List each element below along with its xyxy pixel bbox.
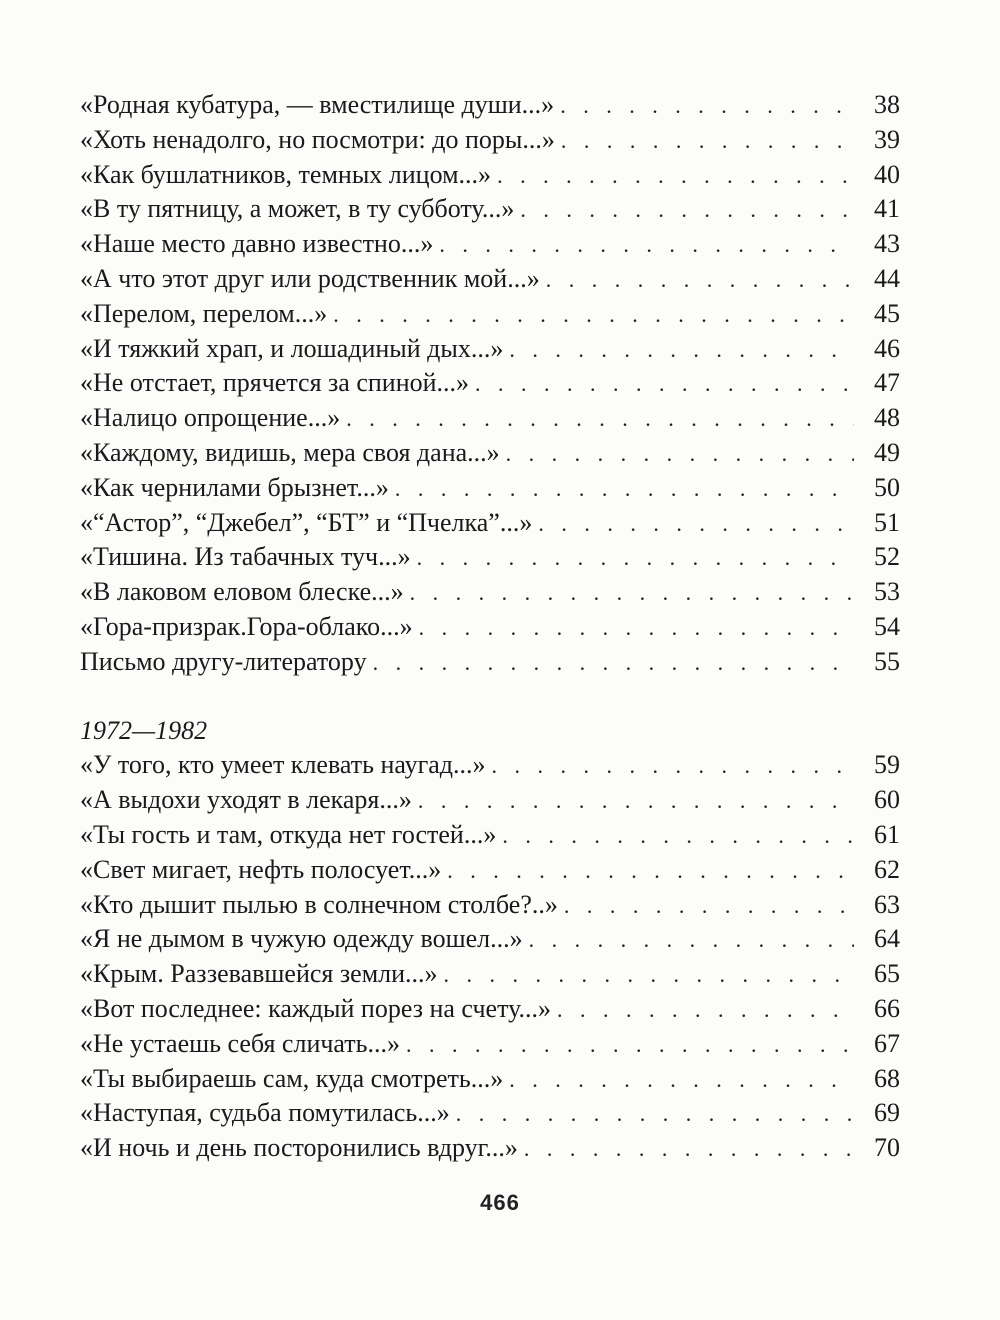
toc-entry-page: 68 [874,1063,900,1093]
toc-entry-title: «Вот последнее: каждый порез на счету...» [80,993,551,1023]
toc-entry[interactable] [80,297,900,332]
toc-entry[interactable] [80,471,900,506]
dot-leader [509,333,854,368]
toc-entry[interactable] [80,1027,900,1062]
dot-leader [529,923,854,958]
dot-leader [456,1097,854,1132]
toc-entry-title: «Родная кубатура, — вместилище души...» [80,90,555,119]
toc-entry[interactable] [80,123,900,158]
toc-entry[interactable] [80,645,900,680]
toc-entry[interactable] [80,957,900,992]
dot-leader [447,854,854,889]
toc-entry-title: «Крым. Раззевавшейся земли...» [80,959,438,989]
toc-entry-title: «Кто дышит пылью в солнечном столбе?..» [80,889,558,919]
toc-entry-page: 64 [874,924,900,954]
toc-entry[interactable] [80,992,900,1027]
toc-entry[interactable] [80,436,900,471]
toc-entry-title: «Гора-призрак.Гора-облако...» [80,611,413,641]
toc-entry-title: «Как чернилами брызнет...» [80,472,389,502]
dot-leader [557,993,854,1028]
toc-entry-title: «Перелом, перелом...» [80,298,328,328]
toc-entry-page: 40 [874,159,900,189]
dot-leader [410,576,854,611]
toc-entry-page: 67 [874,1028,900,1058]
toc-entry[interactable] [80,158,900,193]
toc-entry[interactable] [80,818,900,853]
toc-entry-title: «Я не дымом в чужую одежду вошел...» [80,924,523,954]
dot-leader [509,1063,854,1098]
dot-leader [502,819,854,854]
toc-entry-page: 41 [874,194,900,224]
toc-entry[interactable] [80,1096,900,1131]
toc-entry[interactable] [80,853,900,888]
dot-leader [561,124,854,159]
toc-entry-page: 65 [874,959,900,989]
toc-group-1 [80,88,900,680]
dot-leader [497,159,854,194]
dot-leader [538,507,854,542]
dot-leader [564,889,854,924]
dot-leader [417,541,854,576]
toc-entry-page: 66 [874,993,900,1023]
toc-entry-page: 61 [874,819,900,849]
dot-leader [419,611,854,646]
toc-entry[interactable] [80,888,900,923]
toc-entry-title: «“Астор”, “Джебел”, “БТ” и “Пчелка”...» [80,507,533,537]
dot-leader [418,784,854,819]
toc-entry-page: 54 [874,611,900,641]
section-heading: 1972—1982 [80,715,208,745]
toc-entry-title: «В лаковом еловом блеске...» [80,577,404,607]
toc-entry-title: «Свет мигает, нефть полосует...» [80,854,442,884]
toc-entry-title: «Не устаешь себя сличать...» [80,1028,401,1058]
toc-entry-title: «В ту пятницу, а может, в ту субботу...» [80,194,515,224]
toc-entry[interactable] [80,332,900,367]
toc-entry[interactable] [80,88,900,123]
toc-entry-title: «Тишина. Из табачных туч...» [80,542,411,572]
toc-entry[interactable] [80,366,900,401]
toc-entry-page: 52 [874,542,900,572]
dot-leader [395,472,854,507]
dot-leader [546,263,854,298]
toc-entry[interactable] [80,748,900,783]
toc-entry[interactable] [80,540,900,575]
toc-entry-page: 43 [874,229,900,259]
dot-leader [346,402,854,437]
dot-leader [333,298,854,333]
toc-entry[interactable] [80,1062,900,1097]
page-number: 466 [480,1190,520,1215]
toc-entry-title: «Хоть ненадолго, но посмотри: до поры...» [80,124,555,154]
dot-leader [524,1132,854,1167]
toc-entry-title: «Каждому, видишь, мера своя дана...» [80,437,500,467]
toc-entry-page: 60 [874,785,900,815]
toc-entry-page: 38 [874,90,900,119]
toc-entry-page: 39 [874,124,900,154]
dot-leader [492,749,854,784]
table-of-contents [80,88,900,1166]
toc-entry-title: «А что этот друг или родственник мой...» [80,263,540,293]
dot-leader [506,437,854,472]
toc-entry-page: 48 [874,403,900,433]
toc-entry-title: «А выдохи уходят в лекаря...» [80,785,412,815]
toc-entry-page: 53 [874,577,900,607]
toc-entry-title: «И тяжкий храп, и лошадиный дых...» [80,333,504,363]
toc-entry-title: Письмо другу-литератору [80,646,367,676]
dot-leader [406,1028,854,1063]
toc-entry-page: 70 [874,1133,900,1163]
toc-entry[interactable] [80,1131,900,1166]
toc-entry[interactable] [80,610,900,645]
toc-entry[interactable] [80,227,900,262]
toc-entry-title: «Не отстает, прячется за спиной...» [80,368,470,398]
toc-entry-page: 59 [874,750,900,780]
toc-entry-title: «Наступая, судьба помутилась...» [80,1098,450,1128]
toc-entry-title: «Ты гость и там, откуда нет гостей...» [80,819,497,849]
toc-entry[interactable] [80,401,900,436]
toc-entry-title: «Как бушлатников, темных лицом...» [80,159,492,189]
toc-entry[interactable] [80,575,900,610]
toc-entry-page: 69 [874,1098,900,1128]
toc-entry[interactable] [80,262,900,297]
toc-entry-title: «И ночь и день посторонились вдруг...» [80,1133,518,1163]
toc-entry-title: «Налицо опрощение...» [80,403,341,433]
dot-leader [520,193,854,228]
toc-entry-page: 45 [874,298,900,328]
dot-leader [560,89,854,124]
dot-leader [444,958,854,993]
toc-entry-page: 55 [874,646,900,676]
toc-entry[interactable] [80,192,900,227]
toc-group-2 [80,748,900,1166]
dot-leader [475,367,854,402]
toc-entry-title: «У того, кто умеет клевать наугад...» [80,750,486,780]
toc-entry-title: «Наше место давно известно...» [80,229,434,259]
toc-entry-title: «Ты выбираешь сам, куда смотреть...» [80,1063,504,1093]
dot-leader [439,228,854,263]
toc-entry[interactable] [80,506,900,541]
toc-entry-page: 47 [874,368,900,398]
toc-entry[interactable] [80,783,900,818]
toc-entry-page: 51 [874,507,900,537]
toc-entry-page: 63 [874,889,900,919]
toc-entry[interactable] [80,922,900,957]
toc-entry-page: 46 [874,333,900,363]
toc-entry-page: 49 [874,437,900,467]
toc-entry-page: 62 [874,854,900,884]
dot-leader [373,646,854,681]
toc-entry-page: 50 [874,472,900,502]
toc-entry-page: 44 [874,263,900,293]
